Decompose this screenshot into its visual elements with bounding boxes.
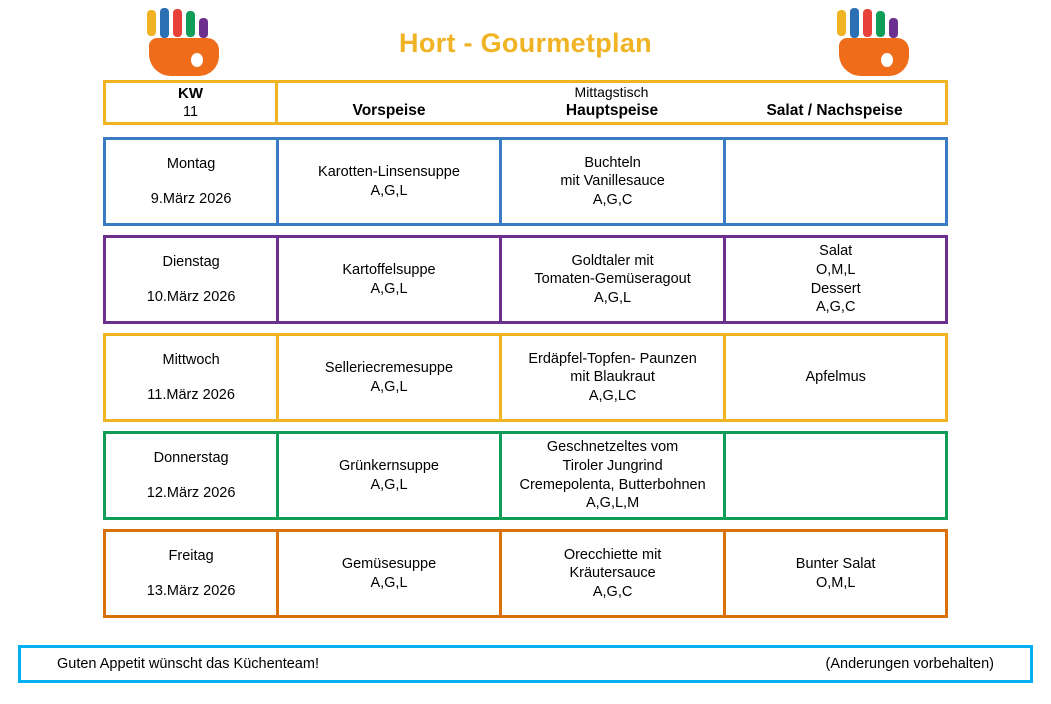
vorspeise-cell — [279, 140, 499, 223]
menu-table — [103, 80, 948, 627]
hauptspeise-cell-line: A,G,L — [594, 289, 632, 306]
day-date: 13.März 2026 — [146, 582, 236, 599]
handprint-icon — [825, 8, 920, 76]
hauptspeise-cell-line: A,G,C — [592, 583, 633, 600]
salat-cell — [726, 434, 945, 517]
table-row — [103, 235, 948, 324]
hauptspeise-cell — [502, 532, 724, 615]
hauptspeise-cell-line: Buchteln — [584, 154, 641, 171]
vorspeise-cell-line: A,G,L — [370, 182, 408, 199]
table-row — [103, 137, 948, 226]
vorspeise-cell — [279, 238, 499, 321]
day-cell — [106, 336, 276, 419]
day-date: 9.März 2026 — [150, 190, 232, 207]
vorspeise-cell-line: Grünkernsuppe — [339, 457, 439, 474]
kw-value: 11 — [183, 103, 199, 120]
hauptspeise-cell-line: Orecchiette mit — [563, 546, 662, 563]
footer-right-text: (Anderungen vorbehalten) — [825, 656, 994, 672]
day-cell — [106, 140, 276, 223]
footer-note — [18, 645, 1033, 683]
day-name: Mittwoch — [162, 351, 220, 368]
salat-cell-line: O,M,L — [815, 574, 856, 591]
hauptspeise-cell-line: Tiroler Jungrind — [562, 457, 663, 474]
hauptspeise-cell-line: Kräutersauce — [569, 565, 656, 582]
salat-cell-line: Bunter Salat — [795, 555, 876, 572]
hauptspeise-cell-line: Geschnetzeltes vom — [546, 439, 679, 456]
vorspeise-cell-line: Karotten-Linsensuppe — [318, 163, 460, 180]
vorspeise-cell-line: Selleriecremesuppe — [324, 359, 454, 376]
table-row — [103, 529, 948, 618]
day-date: 11.März 2026 — [147, 386, 235, 403]
table-body — [103, 137, 948, 618]
hauptspeise-cell-line: mit Blaukraut — [570, 369, 655, 386]
salat-cell-line: Salat — [819, 243, 853, 260]
vorspeise-cell — [279, 434, 499, 517]
kw-cell — [106, 83, 275, 122]
table-row — [103, 431, 948, 520]
hauptspeise-cell — [502, 238, 724, 321]
day-date: 10.März 2026 — [146, 288, 236, 305]
footer-left-text: Guten Appetit wünscht das Küchenteam! — [57, 656, 319, 672]
mittagstisch-group — [278, 83, 945, 122]
vorspeise-cell-line: Kartoffelsuppe — [342, 261, 436, 278]
day-cell — [106, 238, 276, 321]
hauptspeise-cell — [502, 140, 724, 223]
hauptspeise-cell — [502, 336, 724, 419]
vorspeise-cell — [279, 532, 499, 615]
day-cell — [106, 434, 276, 517]
column-header-vorspeise: Vorspeise — [352, 102, 426, 119]
salat-cell-line: Dessert — [810, 280, 861, 297]
table-header-row — [103, 80, 948, 125]
day-name: Donnerstag — [153, 449, 229, 466]
vorspeise-cell-line: A,G,L — [370, 574, 408, 591]
hauptspeise-cell-line: A,G,LC — [588, 387, 637, 404]
table-row — [103, 333, 948, 422]
mittagstisch-label: Mittagstisch — [574, 84, 649, 100]
hauptspeise-cell-line: A,G,C — [592, 191, 633, 208]
salat-cell-line: A,G,C — [815, 299, 856, 316]
salat-cell-line: O,M,L — [815, 261, 856, 278]
vorspeise-cell-line: A,G,L — [370, 476, 408, 493]
hauptspeise-cell-line: A,G,L,M — [585, 495, 640, 512]
salat-cell — [726, 532, 945, 615]
hauptspeise-cell-line: Erdäpfel-Topfen- Paunzen — [528, 350, 697, 367]
page-title: Hort - Gourmetplan — [399, 28, 652, 58]
vorspeise-cell — [279, 336, 499, 419]
day-cell — [106, 532, 276, 615]
day-name: Freitag — [168, 547, 214, 564]
vorspeise-cell-line: A,G,L — [370, 280, 408, 297]
salat-cell — [726, 238, 945, 321]
column-header-hauptspeise: Hauptspeise — [565, 102, 659, 119]
column-header-salat: Salat / Nachspeise — [766, 102, 903, 119]
hauptspeise-cell-line: Tomaten-Gemüseragout — [534, 271, 691, 288]
hauptspeise-cell-line: mit Vanillesauce — [560, 173, 665, 190]
vorspeise-cell-line: A,G,L — [370, 378, 408, 395]
day-name: Dienstag — [162, 253, 220, 270]
vorspeise-cell-line: Gemüsesuppe — [341, 555, 437, 572]
salat-cell — [726, 140, 945, 223]
column-headers — [278, 100, 945, 122]
salat-cell — [726, 336, 945, 419]
salat-cell-line: Apfelmus — [805, 369, 866, 386]
page-header — [0, 0, 1051, 80]
hauptspeise-cell — [502, 434, 724, 517]
day-date: 12.März 2026 — [146, 484, 236, 501]
hauptspeise-cell-line: Goldtaler mit — [571, 252, 654, 269]
day-name: Montag — [166, 155, 216, 172]
hauptspeise-cell-line: Cremepolenta, Butterbohnen — [519, 476, 706, 493]
kw-label: KW — [178, 84, 204, 102]
